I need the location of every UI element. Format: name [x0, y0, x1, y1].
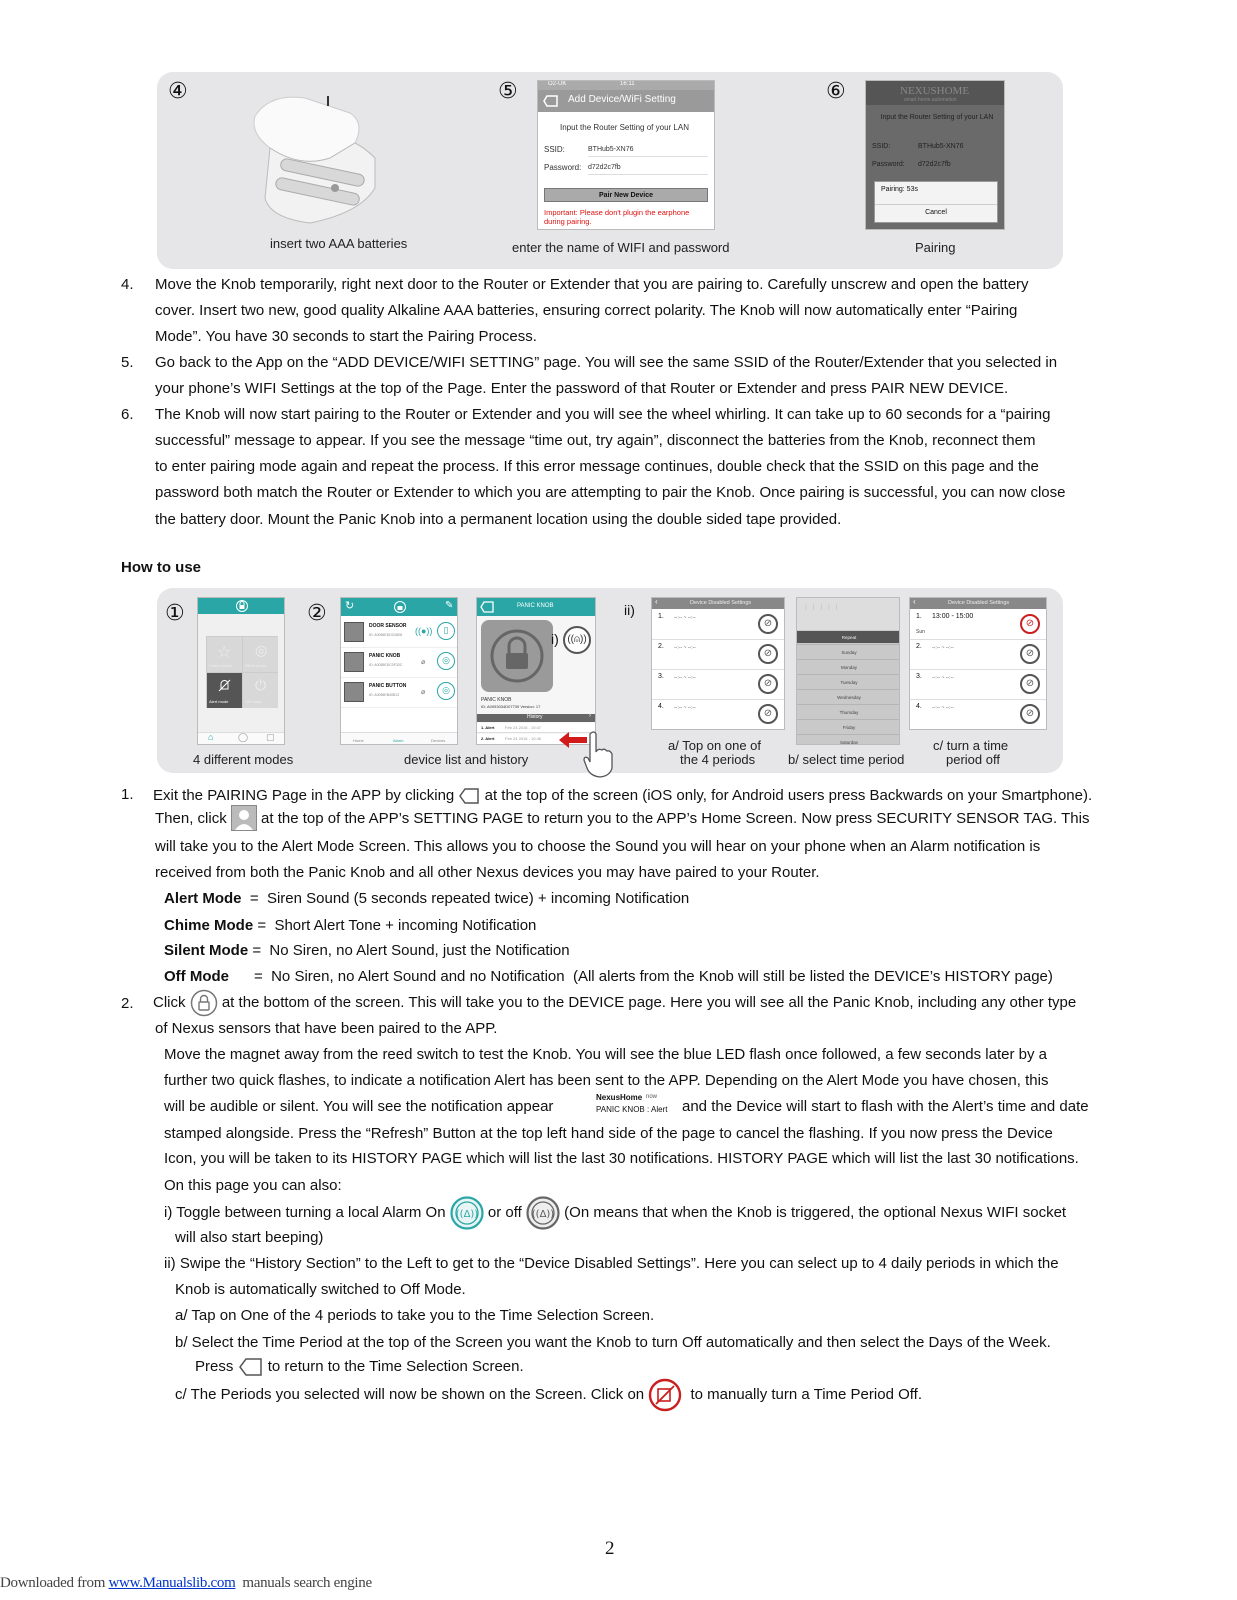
notification-text: PANIC KNOB : Alert — [596, 1105, 668, 1114]
panic-knob-image — [481, 620, 553, 692]
device-id: ID: A0055EB40B12 — [369, 693, 400, 697]
silent-mode-label: Silent mode — [245, 663, 267, 668]
ssid-label: SSID: — [544, 145, 565, 154]
disabled-settings-title: Device Disabled Settings — [948, 600, 1010, 606]
alert-time: Feb 24 2016 - 10:46 — [505, 736, 542, 741]
alarm-on-icon[interactable]: ((●)) — [415, 626, 433, 636]
usage-step-1-number: 1. — [121, 786, 134, 803]
step-4-line-2: cover. Insert two new, good quality Alkaline AAA batteries, ensuring correct polarity. The Knob will now automatically enter “Pairing — [155, 302, 1018, 319]
period-number: 3. — [658, 673, 664, 680]
mute-icon[interactable]: ⌀ — [421, 689, 426, 696]
day-option[interactable]: Sunday — [797, 646, 900, 660]
day-option[interactable]: Wednesday — [797, 691, 900, 705]
off-mode-tile[interactable] — [243, 673, 278, 708]
period-time: --:-- ~ --:-- — [932, 675, 954, 681]
disabled-settings-title: Device Disabled Settings — [690, 600, 752, 606]
devices-tab[interactable]: Devices — [431, 738, 446, 743]
device-row[interactable] — [341, 650, 458, 678]
period-time: --:-- ~ --:-- — [674, 675, 696, 681]
mode-silent — [164, 942, 570, 959]
panic-knob-icon — [344, 652, 364, 672]
alarm-off-icon — [526, 1196, 560, 1230]
page-number: 2 — [605, 1538, 615, 1559]
usage-step-2-para-4: stamped alongside. Press the “Refresh” Button at the top left hand side of the page to cancel the flashing. If you now press the Device — [164, 1125, 1053, 1142]
caption-pairing: Pairing — [915, 240, 956, 255]
period-row[interactable] — [910, 641, 1046, 670]
svg-text:((Δ)): ((Δ)) — [455, 1209, 478, 1220]
home-tab-icon[interactable]: ⌂ — [208, 732, 214, 742]
mute-icon[interactable]: ⌀ — [421, 659, 426, 666]
period-row[interactable] — [910, 611, 1046, 640]
nexushome-logo-sub: smart home automation — [904, 97, 957, 103]
period-time: --:-- ~ --:-- — [932, 705, 954, 711]
period-row[interactable] — [652, 611, 784, 640]
day-option[interactable]: Tuesday — [797, 676, 900, 690]
lock-icon — [393, 601, 407, 613]
period-row[interactable] — [652, 701, 784, 730]
step-5-marker: ⑤ — [498, 78, 518, 103]
caption-device-list: device list and history — [404, 752, 529, 767]
option-ii-line-1: ii) Swipe the “History Section” to the Left to get to the “Device Disabled Settings”. Here you can select up to 4 daily periods in which the — [164, 1255, 1059, 1272]
period-off-icon — [648, 1378, 682, 1412]
pairing-ssid-label: SSID: — [872, 143, 891, 150]
period-disabled-icon[interactable]: ⊘ — [1020, 674, 1040, 694]
period-time: --:-- ~ --:-- — [932, 645, 954, 651]
step-6-line-2: successful” message to appear. If you see the message “time out, try again”, disconnect the batteries from the Knob, reconnect them — [155, 432, 1036, 449]
mode-off — [164, 968, 1053, 985]
usage-step-2-para-5: Icon, you will be taken to its HISTORY PAGE which will list the last 30 notifications. HISTORY PAGE which will list the last 30 notifications. — [164, 1150, 1079, 1167]
pairing-instruction: Input the Router Setting of your LAN — [880, 114, 994, 121]
usage-step-2-marker: ② — [307, 600, 327, 625]
refresh-icon[interactable]: ↻ — [345, 600, 355, 612]
step-6-line-1: The Knob will now start pairing to the Router or Extender and you will see the wheel whirling. It can take up to 60 seconds for a “pairing — [155, 406, 1051, 423]
period-off-icon[interactable]: ⊘ — [1020, 614, 1040, 634]
option-i-line-2: will also start beeping) — [175, 1229, 324, 1246]
alarm-tab-icon[interactable]: ◯ — [238, 732, 249, 742]
device-id: ID: A0055EDDC0808 — [369, 633, 403, 637]
usage-step-2-para-2: further two quick flashes, to indicate a notification Alert has been sent to the APP. Depending on the Alert Mode you have chosen, this — [164, 1072, 1049, 1089]
caption-c-line-1: c/ turn a time — [933, 738, 1009, 753]
period-time: --:-- ~ --:-- — [674, 615, 696, 621]
usage-step-1-line-1: Exit the PAIRING Page in the APP by clicking at the top of the screen (iOS only, for Android users press Backwards on your Smartphone). — [153, 786, 1092, 806]
chime-mode-tile[interactable] — [207, 637, 242, 672]
panic-button-icon — [344, 682, 364, 702]
silent-mode-tile[interactable] — [243, 637, 278, 672]
back-icon[interactable] — [543, 93, 559, 109]
period-disabled-icon[interactable]: ⊘ — [758, 614, 778, 634]
device-id: ID: A0055EDC0F33C — [369, 663, 403, 667]
pairing-password-value: d72d2c7fb — [918, 161, 951, 168]
caption-a-line-2: the 4 periods — [680, 752, 756, 767]
device-name: PANIC KNOB — [369, 653, 401, 659]
day-option[interactable]: Saturday — [797, 736, 900, 745]
svg-text:((Δ)): ((Δ)) — [531, 1209, 555, 1220]
alert-mode-label: Alert mode — [209, 699, 229, 704]
period-day: Sun — [916, 629, 925, 635]
footer-prefix: Downloaded from — [0, 1575, 109, 1591]
usage-step-2-para-1: Move the magnet away from the reed switch to test the Knob. You will see the blue LED flash once followed, a few seconds later by a — [164, 1046, 1048, 1063]
wifi-setting-screen — [537, 80, 715, 230]
usage-step-i-marker: i) — [551, 631, 559, 647]
wifi-instruction: Input the Router Setting of your LAN — [560, 123, 689, 132]
knob-name: PANIC KNOB — [481, 697, 512, 703]
period-disabled-icon[interactable]: ⊘ — [758, 644, 778, 664]
off-mode-label: Off mode — [245, 699, 262, 704]
usage-step-2-number: 2. — [121, 995, 134, 1012]
notification-preview — [596, 1093, 666, 1117]
notification-time: now — [646, 1094, 658, 1100]
device-list-screen — [340, 597, 458, 745]
usage-step-2-line-1: Click at the bottom of the screen. This will take you to the DEVICE page. Here you will see all the Panic Knob, including any other type — [153, 989, 1076, 1017]
earphone-warning: Important: Please don't plugin the earphone during pairing. — [544, 208, 690, 226]
time-selection-screen — [796, 597, 900, 745]
back-icon — [238, 1356, 264, 1378]
usage-step-2-para-6: On this page you can also: — [164, 1177, 342, 1194]
usage-step-ii-marker: ii) — [624, 602, 635, 618]
period-disabled-icon[interactable]: ⊘ — [1020, 644, 1040, 664]
mode-silent-desc: = No Siren, no Alert Sound, just the Notification — [248, 942, 570, 959]
back-icon — [458, 786, 480, 806]
caption-a-line-1: a/ Top on one of — [668, 738, 762, 753]
user-icon — [231, 805, 257, 831]
option-ii-line-2: Knob is automatically switched to Off Mode. — [175, 1281, 466, 1298]
chevron-right-icon: › — [589, 713, 591, 719]
alert-label: 1. Alert — [481, 725, 495, 730]
door-sensor-icon — [344, 622, 364, 642]
step-6-number: 6. — [121, 406, 134, 423]
how-to-use-heading: How to use — [121, 559, 202, 576]
pairing-progress-screen — [865, 80, 1005, 230]
password-field[interactable]: d72d2c7fb — [588, 162, 708, 175]
back-chevron-icon[interactable]: ‹ — [913, 597, 916, 606]
period-row[interactable] — [910, 671, 1046, 700]
pairing-cancel-button[interactable]: Cancel — [925, 209, 947, 216]
local-alarm-toggle-icon[interactable]: ((⍝)) — [563, 626, 591, 654]
usage-step-1-line-4: received from both the Panic Knob and all other Nexus devices you may have paired to your Router. — [155, 864, 820, 881]
period-number: 4. — [916, 703, 922, 710]
alert-time: Feb 24 2016 - 10:47 — [505, 725, 542, 730]
wifi-screen-title: Add Device/WiFi Setting — [568, 94, 676, 105]
day-option[interactable]: Monday — [797, 661, 900, 675]
period-time: 13:00 - 15:00 — [932, 613, 974, 620]
star-icon: ☆ — [217, 644, 232, 661]
step-5-number: 5. — [121, 354, 134, 371]
option-b-line: b/ Select the Time Period at the top of the Screen you want the Knob to turn Off automatically and then select the Days of the Week. — [175, 1334, 1051, 1351]
usage-step-1-marker: ① — [165, 600, 185, 625]
hand-pointer-icon — [582, 730, 616, 778]
mode-silent-name: Silent Mode — [164, 942, 249, 959]
mode-chime-name: Chime Mode — [164, 917, 254, 934]
knob-screen-title: PANIC KNOB — [517, 603, 554, 609]
notification-app-name: NexusHome — [596, 1093, 643, 1102]
device-name: PANIC BUTTON — [369, 683, 407, 689]
footer-suffix: manuals search engine — [235, 1575, 372, 1591]
chime-mode-label: Chime mode — [209, 663, 232, 668]
disabled-settings-screen-c — [909, 597, 1047, 730]
knob-battery-illustration — [240, 88, 390, 233]
pair-new-device-button[interactable]: Pair New Device — [544, 188, 708, 202]
day-option[interactable]: Friday — [797, 721, 900, 735]
manualslib-link[interactable]: www.Manualslib.com — [108, 1575, 236, 1591]
lock-icon — [235, 600, 249, 612]
lock-icon — [190, 989, 218, 1017]
caption-enter-wifi: enter the name of WIFI and password — [512, 240, 730, 255]
caption-b: b/ select time period — [788, 752, 905, 767]
alarm-tab[interactable]: Alarm — [393, 738, 404, 743]
signal-icon: ◎ — [255, 642, 268, 658]
period-number: 1. — [658, 613, 664, 620]
step-6-line-3: to enter pairing mode again and repeat the process. If this error message continues, double check that the SSID on this page and the — [155, 458, 1039, 475]
step-4-number: 4. — [121, 276, 134, 293]
signal-icon: ◎ — [437, 652, 455, 670]
period-row[interactable] — [910, 701, 1046, 730]
signal-icon: ◎ — [437, 682, 455, 700]
day-option[interactable]: Thursday — [797, 706, 900, 720]
status-time: 16:11 — [620, 81, 635, 87]
option-a-line: a/ Tap on One of the 4 periods to take you to the Time Selection Screen. — [175, 1307, 655, 1324]
mode-off-desc: = No Siren, no Alert Sound and no Notification (All alerts from the Knob will still be listed the DEVICE’s HISTORY page) — [229, 968, 1053, 985]
period-row[interactable] — [652, 641, 784, 670]
period-number: 2. — [916, 643, 922, 650]
step-4-line-3: Mode”. You have 30 seconds to start the Pairing Process. — [155, 328, 537, 345]
status-carrier: O2-UK — [548, 81, 567, 87]
step-6-marker: ⑥ — [826, 78, 846, 103]
step-6-line-5: the battery door. Mount the Panic Knob into a permanent location using the double sided tape provided. — [155, 511, 842, 528]
period-time: --:-- ~ --:-- — [674, 645, 696, 651]
period-disabled-icon[interactable]: ⊘ — [758, 704, 778, 724]
pairing-countdown: Pairing: 53s — [881, 186, 918, 193]
home-tab[interactable]: Home — [353, 738, 364, 743]
pairing-dialog — [874, 181, 998, 223]
option-b-press-line: Press to return to the Time Selection Screen. — [195, 1356, 524, 1378]
step-5-line-1: Go back to the App on the “ADD DEVICE/WIFI SETTING” page. You will see the same SSID of the Router/Extender that you selected in — [155, 354, 1058, 371]
history-label: History — [527, 714, 543, 720]
step-4-line-1: Move the Knob temporarily, right next door to the Router or Extender that you are pairing to. Carefully unscrew and open the battery — [155, 276, 1029, 293]
download-footer — [0, 1575, 372, 1592]
password-label: Password: — [544, 163, 582, 172]
disabled-settings-screen-a — [651, 597, 785, 730]
history-header[interactable] — [477, 714, 596, 722]
usage-step-1-line-2: Then, click at the top of the APP’s SETTING PAGE to return you to the APP’s Home Screen. Now press SECURITY SENSOR TAG. This — [155, 806, 1089, 832]
period-disabled-icon[interactable]: ⊘ — [1020, 704, 1040, 724]
nexushome-logo: NEXUSHOME — [900, 85, 970, 97]
pairing-password-label: Password: — [872, 161, 905, 168]
step-4-marker: ④ — [168, 78, 188, 103]
period-number: 4. — [658, 703, 664, 710]
option-c-line: c/ The Periods you selected will now be shown on the Screen. Click on to manually turn a Time Period Off. — [175, 1378, 922, 1412]
usage-step-2-para-3a: will be audible or silent. You will see the notification appear — [164, 1098, 554, 1115]
door-open-icon: ▯ — [437, 622, 455, 640]
mode-off-name: Off Mode — [164, 968, 229, 985]
usage-step-2-para-3b: and the Device will start to flash with the Alert’s time and date — [682, 1098, 1089, 1115]
usage-step-1-line-3: will take you to the Alert Mode Screen. This allows you to choose the Sound you will hear on your phone when an Alarm notification is — [155, 838, 1041, 855]
back-icon[interactable] — [480, 601, 494, 613]
panic-knob-detail-screen — [476, 597, 596, 745]
caption-insert-batteries: insert two AAA batteries — [270, 236, 408, 251]
device-row[interactable] — [341, 620, 458, 648]
knob-id: ID: A0053034D07739 Version: 17 — [481, 704, 541, 709]
period-number: 2. — [658, 643, 664, 650]
alarm-on-icon — [450, 1196, 484, 1230]
muted-bell-icon — [217, 678, 232, 693]
caption-four-modes: 4 different modes — [193, 752, 294, 767]
period-time: --:-- ~ --:-- — [674, 705, 696, 711]
time-picker-wheel[interactable]: ⋮ ⋮ ⋮ ⋮ ⋮ — [797, 598, 900, 630]
back-chevron-icon[interactable]: ‹ — [655, 597, 658, 606]
alert-modes-screen — [197, 597, 285, 745]
device-row[interactable] — [341, 680, 458, 708]
alert-label: 2. Alert — [481, 736, 495, 741]
power-icon: ⏻ — [255, 677, 267, 693]
mode-alert-name: Alert Mode — [164, 890, 242, 907]
devices-tab-icon[interactable]: ▢ — [266, 732, 275, 742]
pairing-ssid-value: BTHub5-XN76 — [918, 143, 964, 150]
period-disabled-icon[interactable]: ⊘ — [758, 674, 778, 694]
repeat-header: Repeat — [797, 631, 900, 645]
period-row[interactable] — [652, 671, 784, 700]
alert-mode-tile[interactable] — [207, 673, 242, 708]
ssid-field[interactable]: BTHub5-XN76 — [588, 144, 708, 157]
period-number: 3. — [916, 673, 922, 680]
caption-c-line-2: period off — [946, 752, 1000, 767]
period-number: 1. — [916, 613, 922, 620]
device-name: DOOR SENSOR — [369, 623, 407, 629]
step-5-line-2: your phone’s WIFI Settings at the top of the Page. Enter the password of that Router or Extender and press PAIR NEW DEVICE. — [155, 380, 1009, 397]
mode-chime — [164, 917, 536, 934]
option-i-line-1: i) Toggle between turning a local Alarm On ((Δ)) or off ((Δ)) (On means that when the Knob is triggered, the optional Nexus WIFI socket — [164, 1196, 1066, 1230]
mode-chime-desc: = Short Alert Tone + incoming Notification — [253, 917, 537, 934]
usage-step-2-line-2: of Nexus sensors that have been paired to the APP. — [155, 1020, 498, 1037]
edit-icon[interactable]: ✎ — [445, 600, 454, 611]
mode-alert — [164, 890, 689, 907]
mode-alert-desc: = Siren Sound (5 seconds repeated twice) + incoming Notification — [241, 890, 690, 907]
step-6-line-4: password both match the Router or Extender to which you are attempting to pair the Knob. Once pairing is successful, you can now close — [155, 484, 1066, 501]
